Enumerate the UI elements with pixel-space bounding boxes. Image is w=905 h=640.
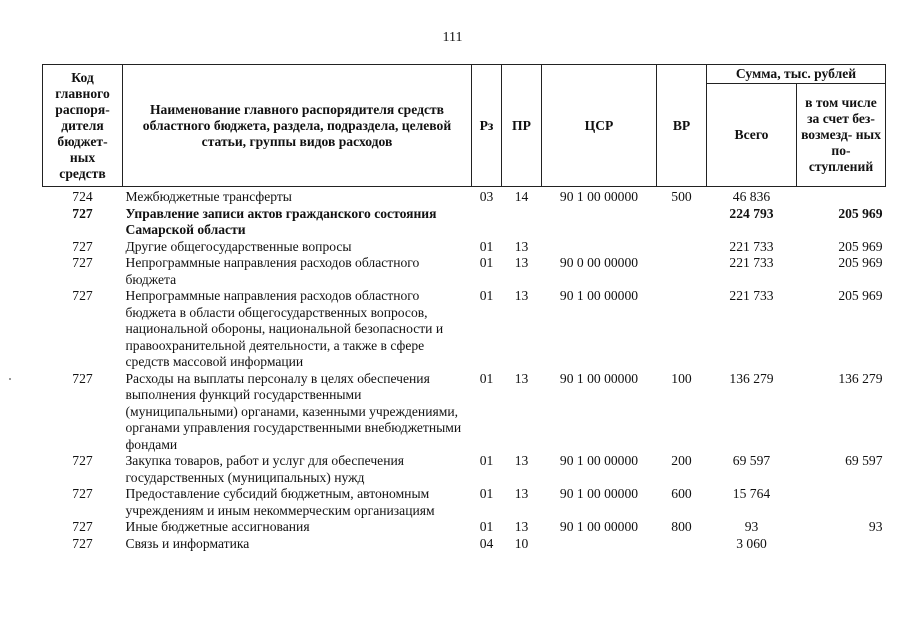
cell-free: 93 <box>868 519 883 534</box>
table-row <box>43 187 886 206</box>
cell-total: 93 <box>744 519 759 534</box>
table-row <box>43 486 886 519</box>
cell-name: Межбюджетные трансферты <box>125 189 292 204</box>
cell-pr: 13 <box>514 255 529 270</box>
table-row <box>43 536 886 553</box>
cell-vr: 600 <box>671 486 692 501</box>
table-row <box>43 206 886 239</box>
cell-free: 205 969 <box>838 205 883 221</box>
table-row <box>43 288 886 371</box>
cell-csr: 90 1 00 00000 <box>559 288 639 303</box>
cell-vr: 500 <box>671 189 692 204</box>
cell-name: Непрограммные направления расходов областного бюджета в области общегосударственных вопросов, национальной обороны, национальной безопасности и правоохранительной деятельности, а также в сфере средств массовой информации <box>125 288 444 369</box>
cell-vr: 200 <box>671 453 692 468</box>
cell-csr: 90 1 00 00000 <box>559 453 639 468</box>
cell-pr: 13 <box>514 453 529 468</box>
cell-pr: 13 <box>514 519 529 534</box>
header-vr: ВР <box>657 65 707 187</box>
header-code: Код главного распоря- дителя бюджет- ных средств <box>43 65 123 187</box>
cell-free <box>797 536 886 553</box>
cell-total: 221 733 <box>729 288 774 303</box>
cell-csr <box>542 239 657 256</box>
cell-code: 724 <box>72 189 93 204</box>
cell-name: Другие общегосударственные вопросы <box>125 238 352 254</box>
cell-total: 15 764 <box>732 486 771 501</box>
cell-vr <box>657 239 707 256</box>
cell-rz <box>472 206 502 239</box>
cell-total: 69 597 <box>732 453 771 468</box>
header-rz: Рз <box>472 65 502 187</box>
cell-code: 727 <box>72 205 93 221</box>
cell-pr <box>502 206 542 239</box>
cell-code: 727 <box>72 370 93 386</box>
cell-free: 136 279 <box>838 370 883 386</box>
cell-code: 727 <box>72 255 93 270</box>
cell-free <box>797 486 886 519</box>
table-row <box>43 255 886 288</box>
header-total: Всего <box>707 84 797 187</box>
cell-total: 46 836 <box>732 189 771 204</box>
cell-free: 205 969 <box>838 255 883 270</box>
cell-vr: 100 <box>671 370 692 386</box>
cell-code: 727 <box>72 535 93 551</box>
cell-name: Расходы на выплаты персоналу в целях обеспечения выполнения функций государственными (муниципальными) органами, казенными учреждениями, органами управления государственными внебюджетными фондами <box>125 370 462 452</box>
table-row <box>43 453 886 486</box>
cell-vr <box>657 536 707 553</box>
cell-total: 221 733 <box>729 255 774 270</box>
cell-free: 69 597 <box>845 453 883 468</box>
cell-pr: 13 <box>514 238 529 254</box>
cell-rz: 01 <box>479 519 494 534</box>
header-csr: ЦСР <box>542 65 657 187</box>
table-header <box>43 65 886 187</box>
cell-csr <box>542 536 657 553</box>
cell-total: 224 793 <box>729 205 774 221</box>
cell-vr <box>657 288 707 371</box>
cell-total: 221 733 <box>729 238 774 254</box>
cell-code: 727 <box>72 453 93 468</box>
table-row <box>43 519 886 536</box>
cell-name: Непрограммные направления расходов областного бюджета <box>125 255 420 287</box>
cell-csr: 90 1 00 00000 <box>559 189 639 204</box>
cell-csr: 90 1 00 00000 <box>559 370 639 386</box>
cell-csr <box>542 206 657 239</box>
cell-rz: 01 <box>479 486 494 501</box>
cell-rz: 03 <box>479 189 494 204</box>
cell-name: Иные бюджетные ассигнования <box>125 519 310 534</box>
cell-name: Закупка товаров, работ и услуг для обеспечения государственных (муниципальных) нужд <box>125 453 404 485</box>
cell-csr: 90 1 00 00000 <box>559 486 639 501</box>
cell-total: 3 060 <box>736 535 767 551</box>
cell-code: 727 <box>72 288 93 303</box>
cell-rz: 01 <box>479 238 494 254</box>
header-free: в том числе за счет без- возмезд- ных по- ступлений <box>797 84 886 187</box>
cell-vr: 800 <box>671 519 692 534</box>
table-row <box>43 239 886 256</box>
cell-vr <box>657 255 707 288</box>
page-number: 111 <box>442 30 463 45</box>
cell-rz: 01 <box>479 370 494 386</box>
cell-csr: 90 0 00 00000 <box>559 255 639 270</box>
cell-code: 727 <box>72 519 93 534</box>
cell-pr: 14 <box>514 189 529 204</box>
cell-csr: 90 1 00 00000 <box>559 519 639 534</box>
cell-name: Предоставление субсидий бюджетным, автономным учреждениям и иным некоммерческим организациям <box>125 486 435 518</box>
cell-pr: 13 <box>514 370 529 386</box>
cell-rz: 01 <box>479 255 494 270</box>
table-row <box>43 371 886 454</box>
header-pr: ПР <box>502 65 542 187</box>
cell-rz: 04 <box>479 535 494 551</box>
scan-artifact <box>9 378 11 380</box>
cell-total: 136 279 <box>729 370 774 386</box>
cell-free: 205 969 <box>838 238 883 254</box>
cell-vr <box>657 206 707 239</box>
cell-code: 727 <box>72 238 93 254</box>
cell-free: 205 969 <box>838 288 883 303</box>
cell-pr: 13 <box>514 486 529 501</box>
cell-free <box>797 187 886 206</box>
header-name: Наименование главного распорядителя средств областного бюджета, раздела, подраздела, целевой статьи, группы видов расходов <box>123 65 472 187</box>
cell-rz: 01 <box>479 453 494 468</box>
cell-pr: 13 <box>514 288 529 303</box>
cell-code: 727 <box>72 486 93 501</box>
header-sum: Сумма, тыс. рублей <box>707 65 886 84</box>
cell-pr: 10 <box>514 535 529 551</box>
budget-table <box>42 64 886 552</box>
table-body <box>43 187 886 553</box>
cell-rz: 01 <box>479 288 494 303</box>
cell-name: Связь и информатика <box>125 535 250 551</box>
cell-name: Управление записи актов гражданского состояния Самарской области <box>125 205 437 237</box>
